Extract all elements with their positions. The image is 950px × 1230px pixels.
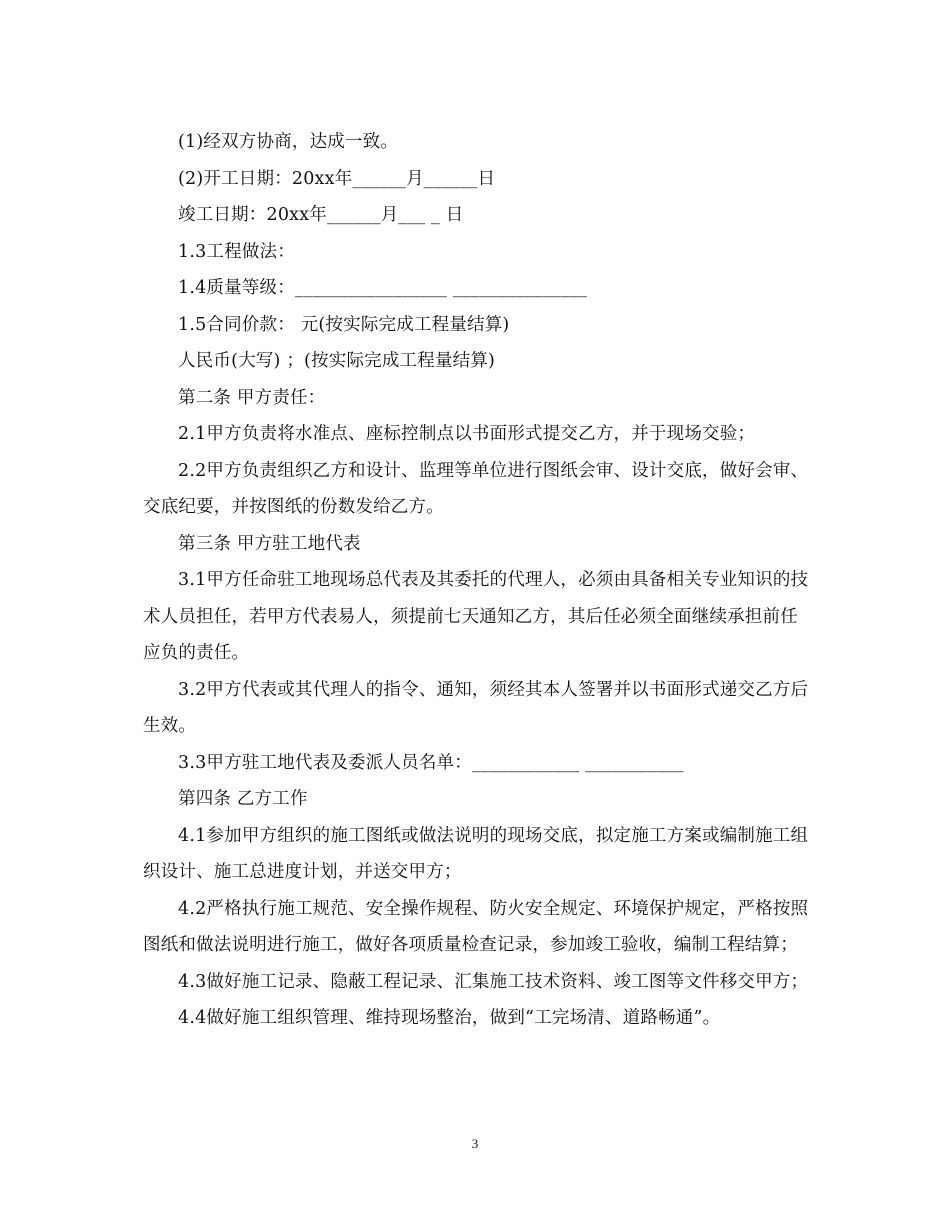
paragraph-4-1: 4.1参加甲方组织的施工图纸或做法说明的现场交底，拟定施工方案或编制施工组织设计、施工总进度计划，并送交甲方； — [143, 825, 809, 882]
paragraph-2-1: 2.1甲方负责将水准点、座标控制点以书面形式提交乙方，并于现场交验； — [178, 424, 756, 444]
document-body — [143, 124, 811, 1037]
paragraph-completion-date: 竣工日期：20xx年______月___ _ 日 — [178, 205, 464, 225]
paragraph-4-4: 4.4做好施工组织管理、维持现场整治，做到“工完场清、道路畅通”。 — [178, 1008, 721, 1028]
heading-article-4: 第四条 乙方工作 — [178, 789, 308, 809]
paragraph-4-3: 4.3做好施工记录、隐蔽工程记录、汇集施工技术资料、竣工图等文件移交甲方； — [178, 971, 809, 992]
heading-article-3: 第三条 甲方驻工地代表 — [178, 533, 361, 554]
paragraph-start-date: (2)开工日期：20xx年______月______日 — [178, 168, 496, 189]
paragraph-contract-price: 1.5合同价款： 元(按实际完成工程量结算) — [178, 314, 510, 335]
paragraph-construction-method: 1.3工程做法： — [178, 241, 295, 262]
paragraph-3-1: 3.1甲方任命驻工地现场总代表及其委托的代理人，必须由具备相关专业知识的技术人员担任，若甲方代表易人，须提前七天通知乙方，其后任必须全面继续承担前任应负的责任。 — [143, 570, 809, 663]
paragraph-consensus: (1)经双方协商，达成一致。 — [178, 132, 399, 152]
heading-article-2: 第二条 甲方责任： — [178, 387, 326, 408]
paragraph-4-2: 4.2严格执行施工规范、安全操作规程、防火安全规定、环境保护规定，严格按照图纸和做法说明进行施工，做好各项质量检查记录，参加竣工验收，编制工程结算； — [143, 898, 809, 955]
paragraph-2-2: 2.2甲方负责组织乙方和设计、监理等单位进行图纸会审、设计交底，做好会审、交底纪要，并按图纸的份数发给乙方。 — [143, 460, 809, 517]
page-number: 3 — [471, 1136, 479, 1151]
paragraph-quality-grade: 1.4质量等级：_________________ _______________ — [178, 278, 588, 298]
paragraph-rmb-amount: 人民币(大写) ；(按实际完成工程量结算) — [178, 351, 496, 371]
paragraph-3-3: 3.3甲方驻工地代表及委派人员名单：____________ ___________ — [178, 752, 684, 773]
paragraph-3-2: 3.2甲方代表或其代理人的指令、通知，须经其本人签署并以书面形式递交乙方后生效。 — [143, 679, 809, 736]
